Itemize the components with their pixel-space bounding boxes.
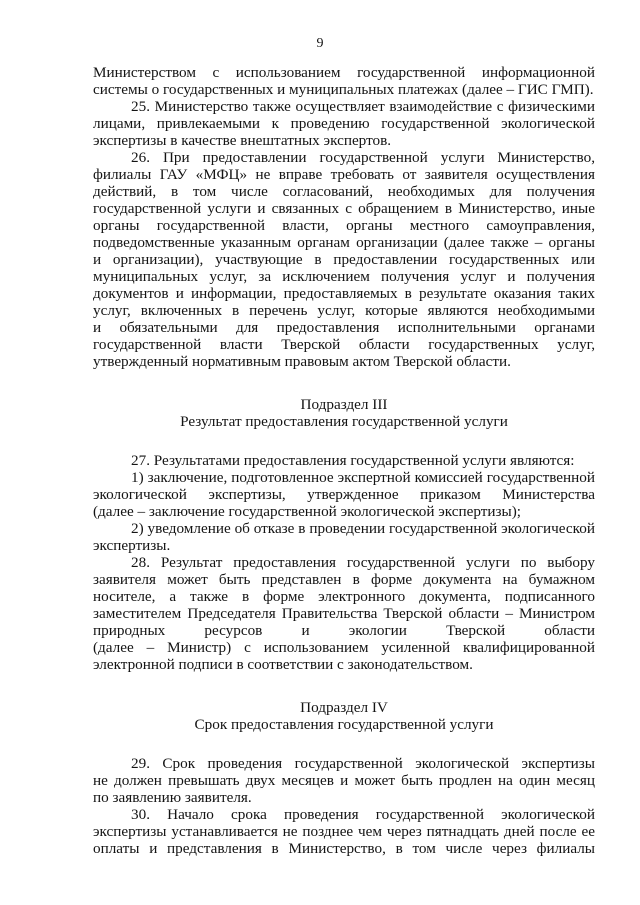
paragraph-25 bbox=[93, 98, 595, 149]
paragraph-28 bbox=[93, 554, 595, 673]
subsection-3-title: Результат предоставления государственной услуги bbox=[180, 413, 508, 430]
text-line: (далее – заключение государственной экологической экспертизы); bbox=[93, 503, 522, 520]
text-line: 30. Начало срока проведения государственной экологической bbox=[131, 806, 595, 823]
text-line: подведомственные указанным органам организации (далее также – органы bbox=[93, 234, 595, 251]
text-line: 26. При предоставлении государственной услуги Министерство, bbox=[131, 149, 595, 166]
paragraph-26 bbox=[93, 149, 595, 370]
text-line: природных ресурсов и экологии Тверской области bbox=[93, 622, 595, 639]
text-line: лицами, привлекаемыми к проведению государственной экологической bbox=[93, 115, 595, 132]
text-line: Министерством с использованием государственной информационной bbox=[93, 64, 595, 81]
text-line: (далее – Министр) с использованием усиленной квалифицированной bbox=[93, 639, 595, 656]
text-line: действий, в том числе согласований, необходимых для получения bbox=[93, 183, 595, 200]
text-line: филиалы ГАУ «МФЦ» не вправе требовать от заявителя осуществления bbox=[93, 166, 595, 183]
subsection-4 bbox=[93, 699, 595, 857]
text-line: муниципальных услуг, за исключением получения услуг и получения bbox=[93, 268, 595, 285]
text-line: системы о государственных и муниципальных платежах (далее – ГИС ГМП). bbox=[93, 81, 594, 98]
text-line: услуг, включенных в перечень услуг, которые являются необходимыми bbox=[93, 302, 595, 319]
text-line: и обязательными для предоставления исполнительными органами bbox=[93, 319, 595, 336]
paragraph-27-item-2 bbox=[93, 520, 595, 554]
text-line: 1) заключение, подготовленное экспертной комиссией государственной bbox=[131, 469, 595, 486]
text-line: утвержденный нормативным правовым актом Тверской области. bbox=[93, 353, 511, 370]
text-line: 2) уведомление об отказе в проведении государственной экологической bbox=[131, 520, 595, 537]
paragraph-30 bbox=[93, 806, 595, 857]
paragraph-continuation bbox=[93, 64, 595, 98]
paragraph-27-item-1 bbox=[93, 469, 595, 520]
subsection-4-label: Подраздел IV bbox=[300, 699, 388, 716]
text-line: 28. Результат предоставления государственной услуги по выбору bbox=[131, 554, 595, 571]
text-line: документов и информации, предоставляемых в результате оказания таких bbox=[93, 285, 595, 302]
text-line: не должен превышать двух месяцев и может быть продлен на один месяц bbox=[93, 772, 595, 789]
text-line: государственной услуги и связанных с обращением в Министерство, иные bbox=[93, 200, 595, 217]
text-line: экологической экспертизы, утвержденное приказом Министерства bbox=[93, 486, 595, 503]
text-line: оплаты и представления в Министерство, в том числе через филиалы bbox=[93, 840, 595, 857]
text-line: экспертизы устанавливается не позднее чем через пятнадцать дней после ее bbox=[93, 823, 595, 840]
paragraph-27 bbox=[93, 452, 595, 469]
page-number: 9 bbox=[316, 36, 324, 51]
text-line: государственной власти Тверской области государственных услуг, bbox=[93, 336, 595, 353]
text-line: и организации), участвующие в предоставлении государственных или bbox=[93, 251, 595, 268]
subsection-4-title: Срок предоставления государственной услуги bbox=[194, 716, 494, 733]
text-line: по заявлению заявителя. bbox=[93, 789, 252, 806]
text-line: электронной подписи в соответствии с законодательством. bbox=[93, 656, 473, 673]
text-line: 27. Результатами предоставления государственной услуги являются: bbox=[131, 452, 575, 469]
text-line: органы государственной власти, органы местного самоуправления, bbox=[93, 217, 595, 234]
text-line: экспертизы. bbox=[93, 537, 171, 554]
text-line: заявителя может быть представлен в форме документа на бумажном bbox=[93, 571, 595, 588]
subsection-3-label: Подраздел III bbox=[300, 396, 388, 413]
text-line: носителе, а также в форме электронного документа, подписанного bbox=[93, 588, 595, 605]
text-line: заместителем Председателя Правительства Тверской области – Министром bbox=[93, 605, 595, 622]
text-line: 25. Министерство также осуществляет взаимодействие с физическими bbox=[131, 98, 595, 115]
text-line: 29. Срок проведения государственной экологической экспертизы bbox=[131, 755, 595, 772]
subsection-3 bbox=[93, 396, 595, 673]
document-body bbox=[93, 64, 595, 857]
paragraph-29 bbox=[93, 755, 595, 806]
text-line: экспертизы в качестве внештатных экспертов. bbox=[93, 132, 392, 149]
